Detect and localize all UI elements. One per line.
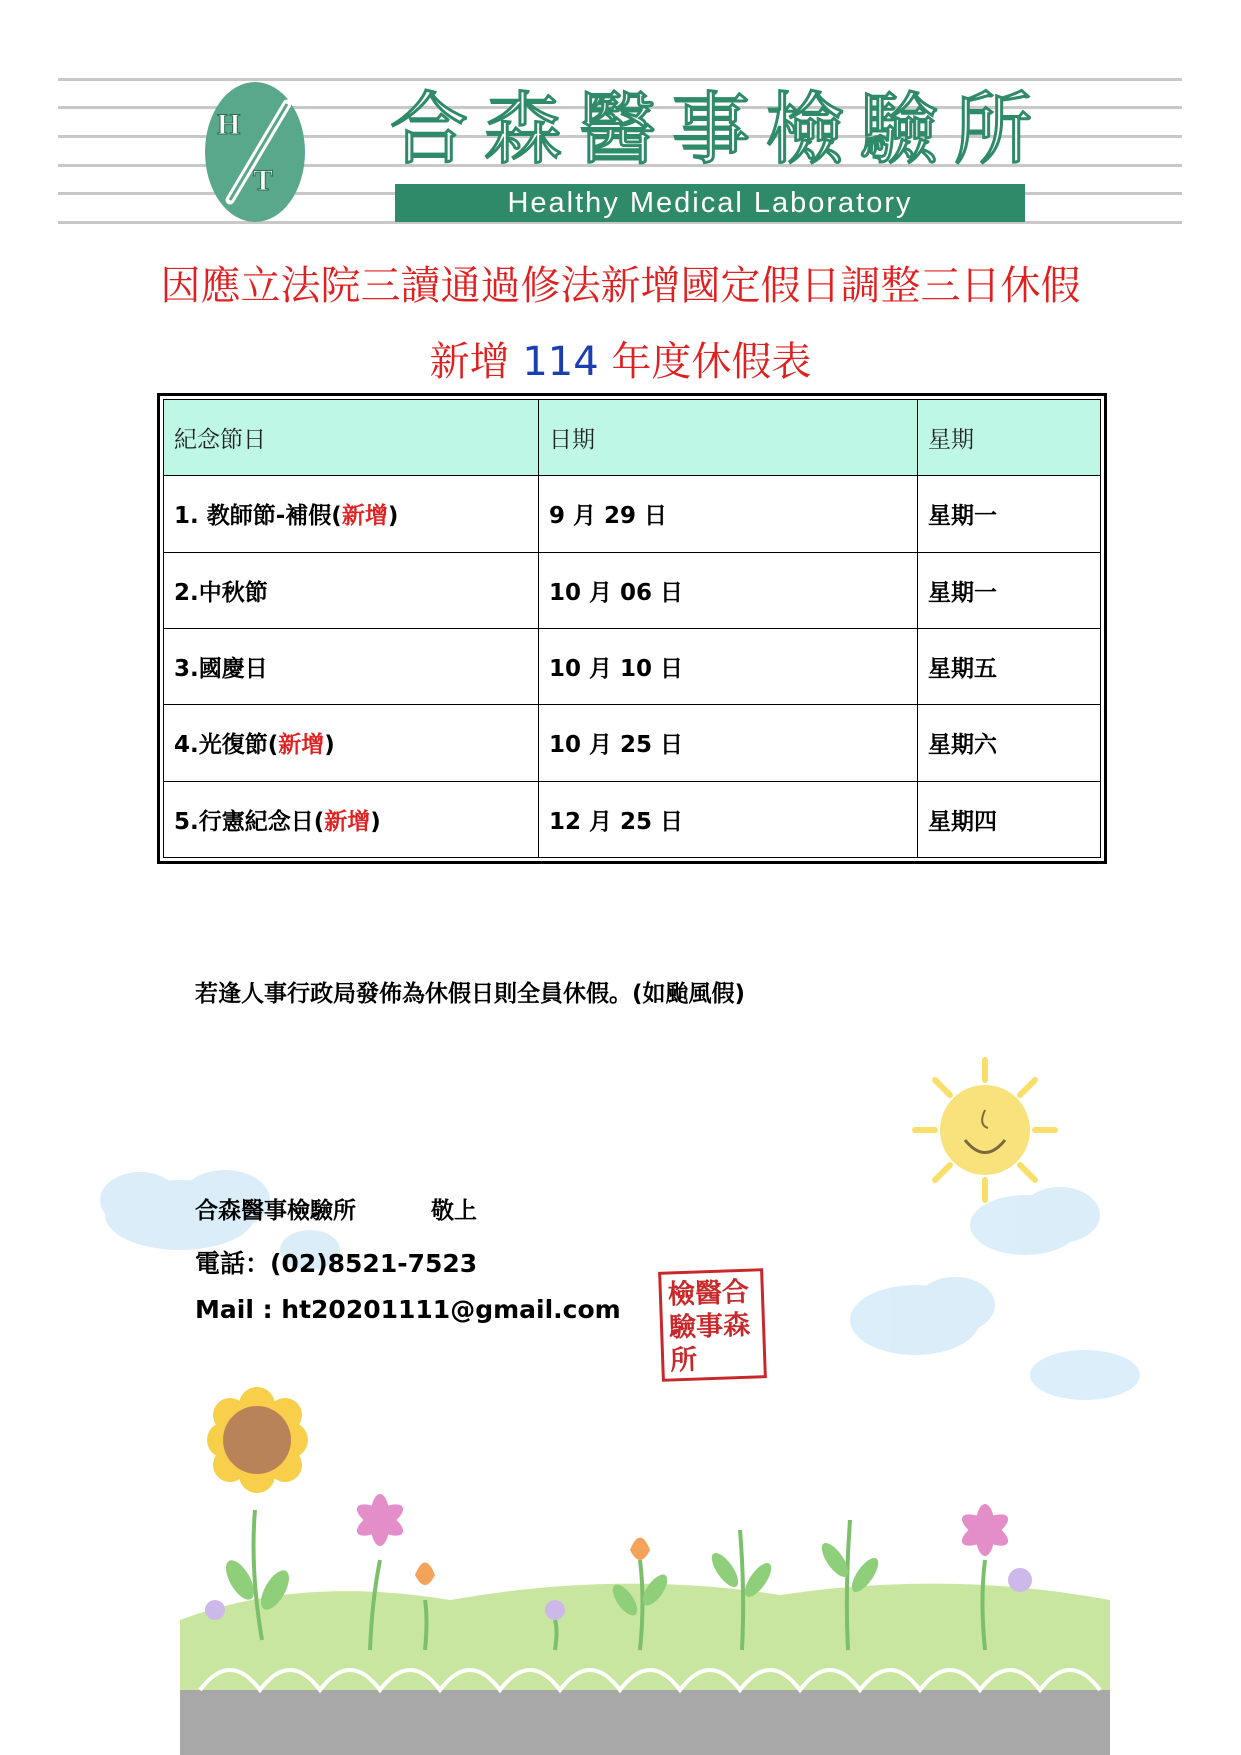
holiday-date: 9 月 29 日 xyxy=(539,476,918,552)
holiday-name: 5.行憲紀念日(新增) xyxy=(164,781,539,857)
holiday-weekday: 星期五 xyxy=(918,628,1101,704)
sun-icon xyxy=(915,1060,1055,1200)
signature-org: 合森醫事檢驗所 xyxy=(195,1198,356,1224)
subtitle-suffix: 年度休假表 xyxy=(611,339,812,385)
header-holiday: 紀念節日 xyxy=(164,400,539,476)
new-tag: 新增 xyxy=(341,503,388,530)
holiday-date: 10 月 10 日 xyxy=(539,628,918,704)
seal-text: 檢醫合 驗事森 所 xyxy=(667,1276,752,1377)
page-title: 因應立法院三讀通過修法新增國定假日調整三日休假 xyxy=(160,263,1081,309)
header-weekday: 星期 xyxy=(918,400,1101,476)
company-seal xyxy=(658,1268,767,1382)
holiday-name: 4.光復節(新增) xyxy=(164,705,539,781)
holiday-name: 1. 教師節-補假(新增) xyxy=(164,476,539,552)
holiday-weekday: 星期四 xyxy=(918,781,1101,857)
holiday-name: 2.中秋節 xyxy=(164,552,539,628)
holiday-date: 10 月 25 日 xyxy=(539,705,918,781)
svg-text:T: T xyxy=(253,164,274,197)
contact-phone: 電話：(02)8521-7523 xyxy=(195,1249,478,1278)
new-tag: 新增 xyxy=(324,808,371,835)
grass-ground xyxy=(180,1584,1110,1755)
holiday-date: 12 月 25 日 xyxy=(539,781,918,857)
holiday-weekday: 星期一 xyxy=(918,476,1101,552)
holiday-date: 10 月 06 日 xyxy=(539,552,918,628)
sunflower-icon xyxy=(207,1387,308,1493)
holiday-weekday: 星期一 xyxy=(918,552,1101,628)
contact-email: Mail : ht20201111@gmail.com xyxy=(195,1295,621,1324)
subtitle-prefix: 新增 xyxy=(429,339,510,385)
new-tag: 新增 xyxy=(278,732,325,759)
holiday-weekday: 星期六 xyxy=(918,705,1101,781)
flower-icon xyxy=(352,1494,1012,1556)
holiday-name: 3.國慶日 xyxy=(164,628,539,704)
svg-text:H: H xyxy=(217,108,241,141)
typhoon-notice: 若逢人事行政局發佈為休假日則全員休假。(如颱風假) xyxy=(195,981,746,1007)
logo-english-name: Healthy Medical Laboratory xyxy=(395,184,1025,222)
header-date: 日期 xyxy=(539,400,918,476)
subtitle-year: 114 xyxy=(522,339,599,385)
tulip-icon xyxy=(415,1538,650,1586)
signature-closing: 敬上 xyxy=(431,1198,477,1224)
logo-chinese-name: 合森醫事檢驗所 xyxy=(390,85,1049,175)
signature-line xyxy=(195,1192,477,1225)
